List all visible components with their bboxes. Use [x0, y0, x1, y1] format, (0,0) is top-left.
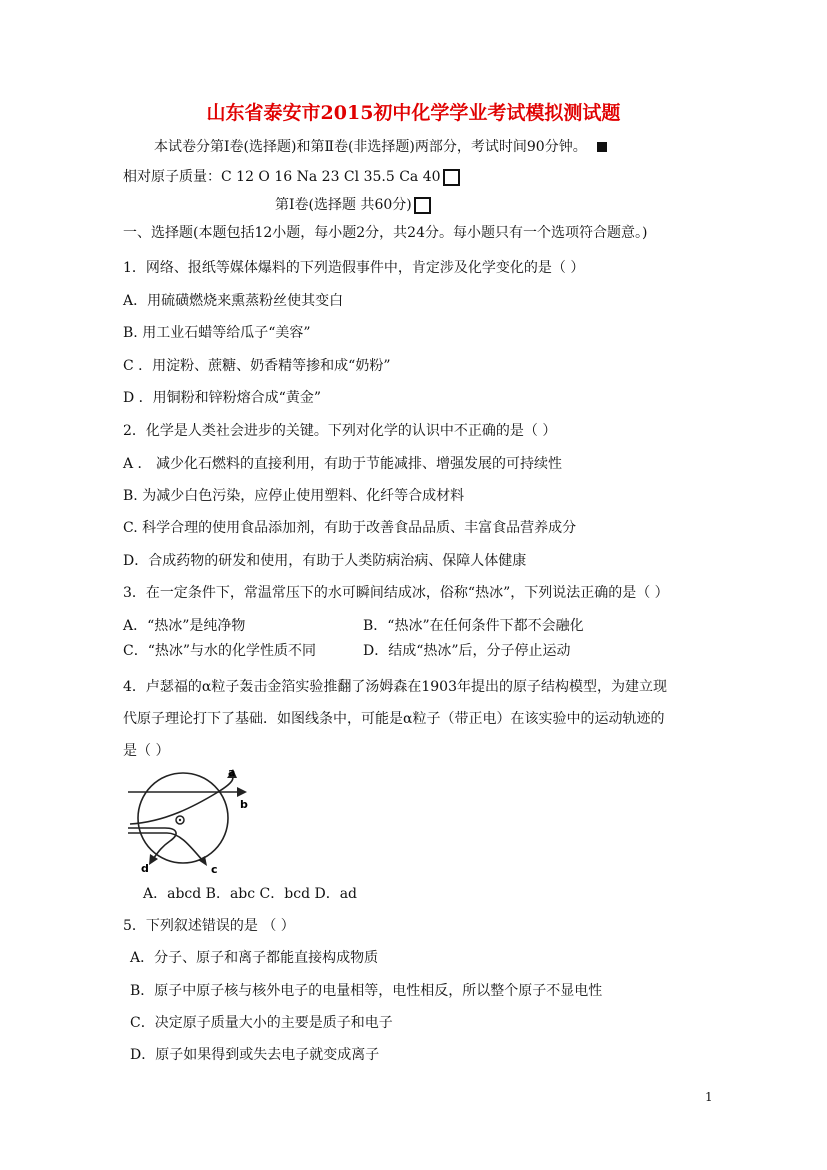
label-d: d [141, 862, 149, 875]
answer-box [443, 169, 460, 186]
question-2-option-b: B. 为减少白色污染，应停止使用塑料、化纤等合成材料 [123, 488, 465, 504]
question-5-option-d: D．原子如果得到或失去电子就变成离子 [130, 1047, 380, 1063]
question-3-option-c: C．“热冰”与水的化学性质不同 [123, 643, 317, 659]
path-c-line [167, 833, 203, 861]
question-1-option-d: D ．用铜粉和锌粉熔合成“黄金” [123, 390, 321, 406]
section-heading: 一、选择题(本题包括12小题，每小题2分，共24分。每小题只有一个选项符合题意。) [123, 225, 648, 241]
question-1-option-a: A．用硫磺燃烧来熏蒸粉丝使其变白 [123, 293, 344, 309]
part1-header-text: 第Ⅰ卷(选择题 共60分) [275, 197, 412, 213]
question-4-stem-line-1: 4．卢瑟福的α粒子轰击金箔实验推翻了汤姆森在1903年提出的原子结构模型，为建立现 [123, 679, 667, 695]
question-4-stem-line-3: 是（ ） [123, 743, 170, 759]
question-5-option-c: C．决定原子质量大小的主要是质子和电子 [130, 1015, 393, 1031]
question-3-option-b: B．“热冰”在任何条件下都不会融化 [363, 618, 584, 634]
atomic-mass-text: 相对原子质量：C 12 O 16 Na 23 Cl 35.5 Ca 40 [123, 169, 441, 185]
question-2-option-a: A ． 减少化石燃料的直接利用，有助于节能减排、增强发展的可持续性 [123, 456, 563, 472]
label-c: c [211, 863, 218, 876]
exam-title: 山东省泰安市2015初中化学学业考试模拟测试题 [206, 102, 621, 124]
label-a: a [228, 766, 236, 779]
question-1-stem: 1．网络、报纸等媒体爆料的下列造假事件中，肯定涉及化学变化的是（ ） [123, 260, 585, 276]
intro-text: 本试卷分第Ⅰ卷(选择题)和第Ⅱ卷(非选择题)两部分，考试时间90分钟。 [154, 139, 587, 155]
question-5-option-b: B．原子中原子核与核外电子的电量相等，电性相反，所以整个原子不显电性 [130, 983, 603, 999]
alpha-particle-trajectory-figure [125, 766, 265, 878]
path-b-arrowhead [237, 787, 247, 797]
question-5-option-a: A．分子、原子和离子都能直接构成物质 [130, 950, 379, 966]
atomic-mass-line [123, 168, 460, 186]
question-3-option-d: D．结成“热冰”后，分子停止运动 [363, 643, 571, 659]
nucleus-center [179, 819, 181, 821]
question-4-options: A．abcd B．abc C．bcd D．ad [143, 886, 358, 902]
question-5-stem: 5．下列叙述错误的是 （ ） [123, 918, 295, 934]
question-3-stem: 3．在一定条件下，常温常压下的水可瞬间结成冰，俗称“热冰”，下列说法正确的是（ ） [123, 585, 669, 601]
question-1-option-c: C ．用淀粉、蔗糖、奶香精等掺和成“奶粉” [123, 358, 391, 374]
answer-box [414, 197, 431, 214]
question-2-option-d: D．合成药物的研发和使用，有助于人类防病治病、保障人体健康 [123, 553, 527, 569]
question-4-stem-line-2: 代原子理论打下了基础．如图线条中，可能是α粒子（带正电）在该实验中的运动轨迹的 [123, 711, 665, 727]
part1-header [275, 196, 431, 214]
black-square-mark [597, 142, 607, 152]
path-d-arrowhead [149, 854, 158, 865]
question-2-option-c: C. 科学合理的使用食品添加剂，有助于改善食品品质、丰富食品营养成分 [123, 520, 577, 536]
page-number: 1 [705, 1090, 713, 1104]
label-b: b [240, 798, 248, 811]
intro-line [154, 138, 607, 156]
question-1-option-b: B. 用工业石蜡等给瓜子“美容” [123, 325, 311, 341]
question-2-stem: 2．化学是人类社会进步的关键。下列对化学的认识中不正确的是（ ） [123, 423, 557, 439]
question-3-option-a: A．“热冰”是纯净物 [123, 618, 246, 634]
